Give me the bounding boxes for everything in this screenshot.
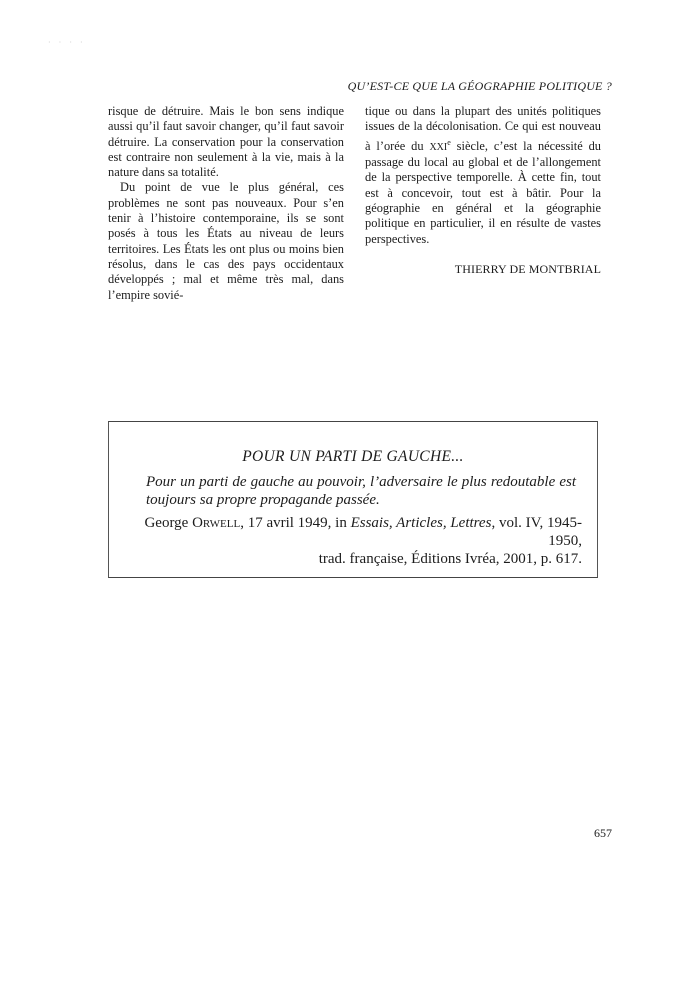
century-numeral: XXI [429,141,448,153]
left-column [108,104,344,303]
citation-author-first: George [144,515,193,531]
quote-citation [138,514,582,568]
quote-text: Pour un parti de gauche au pouvoir, l’adversaire le plus redoutable est toujours sa propre propagande passée. [146,474,576,508]
citation-line-1 [138,514,582,550]
citation-title: Essais, Articles, Lettres [350,515,492,531]
citation-volume: , vol. IV, 1945-1950, [491,515,582,549]
quote-box-title: POUR UN PARTI DE GAUCHE... [242,448,464,465]
quote-box [108,421,598,578]
right-column [365,104,601,277]
right-paragraph-1 [365,104,601,247]
century-suffix: e [447,137,451,147]
right-paragraph-1-start: tique ou dans la plupart des unités politiques issues de la décolonisation. Ce qui est nouveau à l’orée du [365,104,601,153]
running-head: QU’EST-CE QUE LA GÉOGRAPHIE POLITIQUE ? [347,79,612,93]
scan-corner-mark: · · · · [48,38,86,47]
author-signature: THIERRY DE MONTBRIAL [454,261,601,276]
citation-date: , 17 avril 1949, in [240,515,351,531]
page-number: 657 [594,826,612,840]
citation-author-last: Orwell [192,515,241,531]
citation-line-2: trad. française, Éditions Ivréa, 2001, p. 617. [318,551,582,567]
right-paragraph-1-end: siècle, c’est la nécessité du passage du local au global et de l’allongement de la perspective temporelle. À cette fin, tout est à concevoir, tout est à bâtir. Pour la géographie en général et la géographie politique en particulier, il en résulte de vastes perspectives. [365,138,601,246]
left-paragraph-1: risque de détruire. Mais le bon sens indique aussi qu’il faut savoir changer, qu’il faut savoir détruire. La conservation pour la conservation est contraire non seulement à la vie, mais à la nature dans sa totalité. [108,104,344,180]
left-paragraph-2: Du point de vue le plus général, ces problèmes ne sont pas nouveaux. Pour s’en tenir à l’histoire contemporaine, ils se sont posés à tous les États au niveau de leurs territoires. Les États les ont plus ou moins bien résolus, dans le cas des pays occidentaux développés ; mal et même très mal, dans l’empire sovié- [108,180,344,302]
